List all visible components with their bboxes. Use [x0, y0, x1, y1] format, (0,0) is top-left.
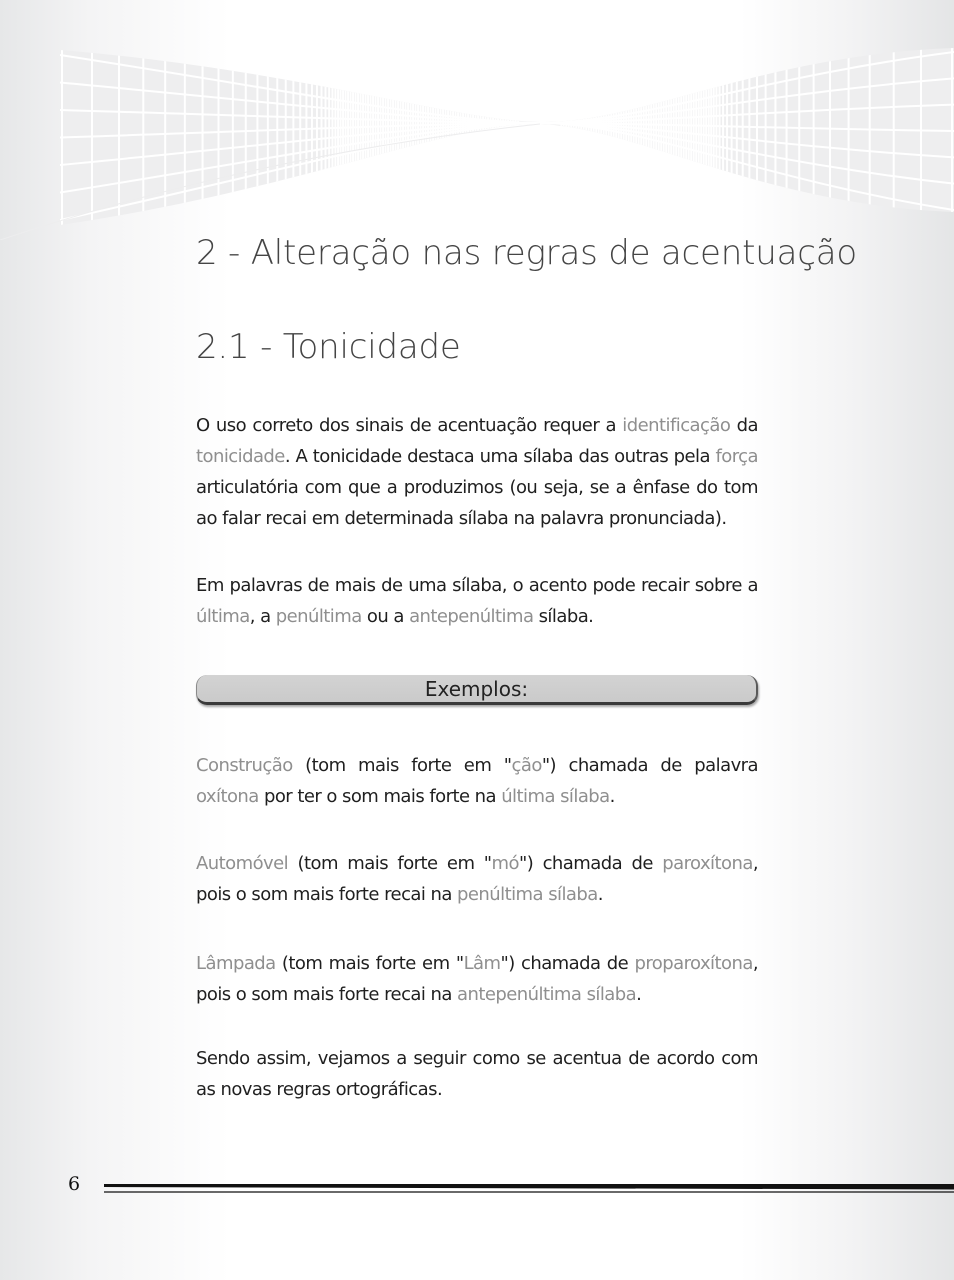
section-heading: 2 - Alteração nas regras de acentuação [196, 233, 857, 273]
text: Em palavras de mais de uma sílaba, o acento pode recair sobre a [196, 575, 758, 596]
page-number: 6 [68, 1173, 81, 1195]
decorative-grid-banner [0, 0, 954, 240]
subsection-heading: 2.1 - Tonicidade [196, 327, 461, 367]
text: . A tonicidade destaca uma sílaba das outras pela [284, 446, 716, 467]
text: (tom mais forte em " [288, 853, 492, 874]
text: por ter o som mais forte na [258, 786, 502, 807]
word-type: oxítona [196, 786, 259, 807]
text: O uso correto dos sinais de acentuação requer a [196, 415, 623, 436]
example-word: Automóvel [196, 853, 289, 874]
highlight-term: última [196, 606, 250, 627]
closing-paragraph: Sendo assim, vejamos a seguir como se acentua de acordo com as novas regras ortográficas. [196, 1048, 758, 1100]
text: da [730, 415, 759, 436]
word-type: paroxítona [662, 853, 753, 874]
text: ") chamada de [519, 853, 663, 874]
text: . [597, 884, 603, 905]
example-word: Construção [196, 755, 293, 776]
tonicity-paragraph [196, 410, 758, 534]
text: ") chamada de [500, 953, 635, 974]
highlight-term: tonicidade [196, 446, 285, 467]
text: sílaba. [533, 606, 594, 627]
highlight-term: penúltima [275, 606, 362, 627]
syllable-position: penúltima sílaba [457, 884, 598, 905]
text: . [636, 984, 642, 1005]
text: ou a [361, 606, 410, 627]
text: articulatória com que a produzimos (ou seja, se a ênfase do tom ao falar recai em determinada sílaba na palavra pronunciada). [196, 477, 758, 529]
text: ") chamada de palavra [541, 755, 759, 776]
syllable-position: última sílaba [501, 786, 610, 807]
examples-banner: Exemplos: [196, 675, 758, 705]
highlight-term: antepenúltima [409, 606, 534, 627]
example-word: Lâmpada [196, 953, 276, 974]
text: . [609, 786, 615, 807]
stressed-syllable: Lâm [463, 953, 501, 974]
example-oxytone [196, 750, 758, 812]
accent-position-paragraph [196, 570, 758, 632]
example-paroxytone [196, 848, 758, 910]
example-proparoxytone [196, 948, 758, 1010]
stressed-syllable: mó [491, 853, 519, 874]
footer-rule [104, 1183, 954, 1195]
stressed-syllable: ção [511, 755, 542, 776]
text: (tom mais forte em " [292, 755, 512, 776]
text: , a [249, 606, 276, 627]
word-type: proparoxítona [634, 953, 753, 974]
syllable-position: antepenúltima sílaba [457, 984, 637, 1005]
text: (tom mais forte em " [275, 953, 464, 974]
highlight-term: identificação [622, 415, 731, 436]
text: , pois o som mais forte recai na [196, 853, 758, 905]
highlight-term: força [715, 446, 758, 467]
text: , pois o som mais forte recai na [196, 953, 758, 1005]
